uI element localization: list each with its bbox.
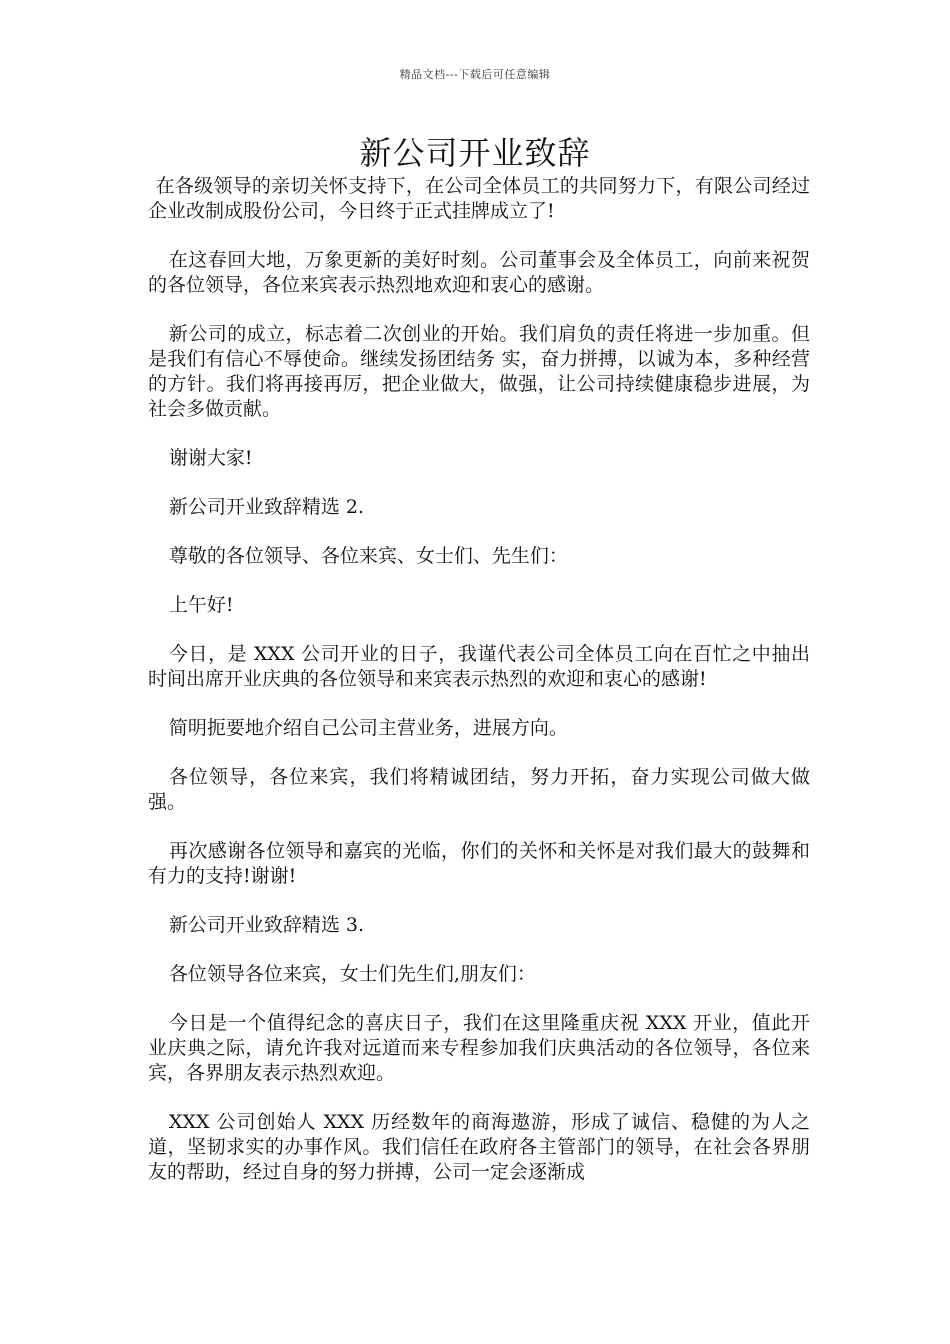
paragraph: 在各级领导的亲切关怀支持下，在公司全体员工的共同努力下，有限公司经过企业改制成股份公司，今日终于正式挂牌成立了! [148,175,810,222]
paragraph: 简明扼要地介绍自己公司主营业务，进展方向。 [168,717,568,739]
page-title: 新公司开业致辞 [359,134,591,172]
paragraph: 在这春回大地，万象更新的美好时刻。公司董事会及全体员工，向前来祝贺的各位领导，各位来宾表示热烈地欢迎和衷心的感谢。 [148,249,810,296]
paragraph: 新公司的成立，标志着二次创业的开始。我们肩负的责任将进一步加重。但是我们有信心不辱使命。继续发扬团结务 实，奋力拼搏，以诚为本，多种经营的方针。我们将再接再厉，把企业做大，做强，让公司持续健康稳步进展，为社会多做贡献。 [148,323,810,420]
paragraph: 各位领导，各位来宾，我们将精诚团结，努力开拓，奋力实现公司做大做强。 [148,766,810,813]
paragraph: XXX 公司创始人 XXX 历经数年的商海遨游，形成了诚信、稳健的为人之道，坚韧求实的办事作风。我们信任在政府各主管部门的领导，在社会各界朋友的帮助，经过自身的努力拼搏，公司一定会逐渐成 [148,1111,810,1183]
paragraph: 谢谢大家! [168,447,253,469]
section-heading: 新公司开业致辞精选 3. [168,914,365,936]
paragraph: 今日，是 XXX 公司开业的日子，我谨代表公司全体员工向在百忙之中抽出时间出席开业庆典的各位领导和来宾表示热烈的欢迎和衷心的感谢! [148,643,810,690]
greeting: 上午好! [168,594,234,616]
salutation: 各位领导各位来宾，女士们先生们,朋友们： [168,963,536,985]
salutation: 尊敬的各位领导、各位来宾、女士们、先生们： [168,545,568,567]
document-body [148,174,810,1209]
header-note: 精品文档---下载后可任意编辑 [399,68,551,81]
section-heading: 新公司开业致辞精选 2. [168,496,365,518]
paragraph: 再次感谢各位领导和嘉宾的光临，你们的关怀和关怀是对我们最大的鼓舞和有力的支持!谢谢! [148,840,810,887]
paragraph: 今日是一个值得纪念的喜庆日子，我们在这里隆重庆祝 XXX 开业，值此开业庆典之际，请允许我对远道而来专程参加我们庆典活动的各位领导，各位来宾，各界朋友表示热烈欢迎。 [148,1012,810,1084]
